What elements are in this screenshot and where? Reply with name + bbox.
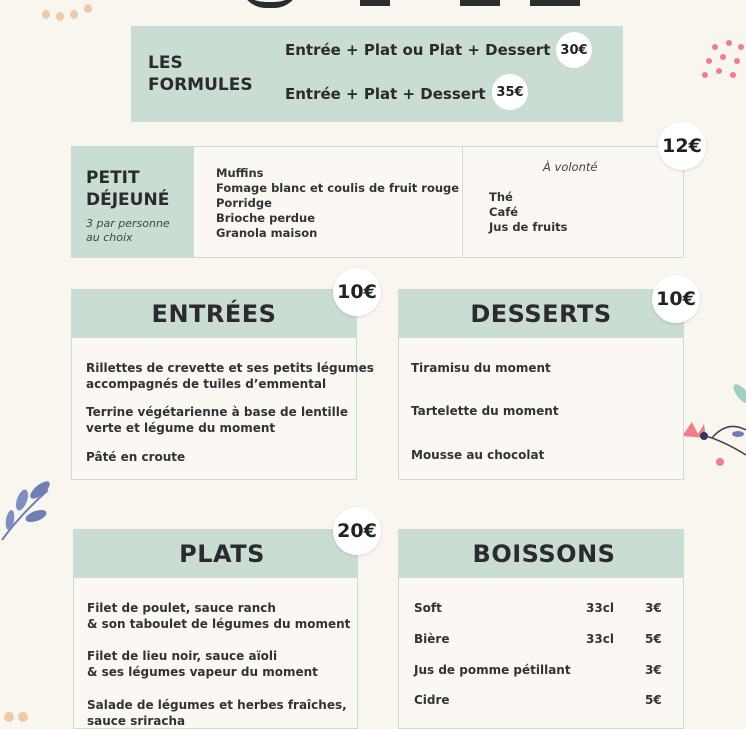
formule-option: Entrée + Plat ou Plat + Dessert [285, 41, 551, 59]
petit-dejeune-note: 3 par personne au choix [86, 217, 170, 244]
entrees-title: ENTRÉES [151, 300, 277, 328]
petit-dejeune-divider [462, 147, 463, 257]
plats-title: PLATS [179, 540, 265, 568]
drink-price: 5€ [645, 693, 662, 707]
drink-volume: 33cl [586, 601, 614, 615]
list-item: Jus de fruits [489, 220, 568, 234]
entree-item: Terrine végétarienne à base de lentille verte et légume du moment [86, 405, 348, 435]
petit-dejeune-drinks-list [489, 190, 568, 235]
plat-item: Filet de poulet, sauce ranch & son taboulet de légumes du moment [87, 601, 351, 631]
formule-price-badge: 30€ [556, 32, 592, 68]
plats-price-badge: 20€ [333, 507, 381, 555]
plat-item: Salade de légumes et herbes fraîches, sauce sriracha [87, 698, 347, 728]
drink-price: 3€ [645, 601, 662, 615]
formule-price-badge: 35€ [492, 74, 528, 110]
drink-price: 3€ [645, 663, 662, 677]
formules-title: LES FORMULES [148, 53, 253, 95]
top-decoration [230, 0, 590, 6]
dessert-item: Tartelette du moment [411, 404, 559, 418]
formule-option: Entrée + Plat + Dessert [285, 85, 486, 103]
drink-name: Jus de pomme pétillant [414, 663, 571, 677]
boissons-title: BOISSONS [472, 540, 616, 568]
drink-price: 5€ [645, 632, 662, 646]
petit-dejeune-price-badge: 12€ [658, 122, 706, 170]
list-item: Thé [489, 190, 513, 204]
drinks-note: À volonté [543, 160, 598, 174]
desserts-title: DESSERTS [470, 300, 612, 328]
petit-dejeune-title: PETIT DÉJEUNÉ [86, 168, 170, 210]
drink-volume: 33cl [586, 632, 614, 646]
dessert-item: Mousse au chocolat [411, 448, 545, 462]
list-item: Brioche perdue [216, 211, 316, 225]
entrees-price-badge: 10€ [333, 268, 381, 316]
drink-name: Cidre [414, 693, 450, 707]
entree-item: Rillettes de crevette et ses petits légumes accompagnés de tuiles d’emmental [86, 361, 374, 391]
entree-item: Pâté en croute [86, 450, 186, 464]
desserts-price-badge: 10€ [652, 275, 700, 323]
drink-name: Bière [414, 632, 450, 646]
leaf-branch-icon [0, 470, 60, 550]
dessert-item: Tiramisu du moment [411, 361, 551, 375]
list-item: Café [489, 205, 519, 219]
list-item: Muffins [216, 166, 264, 180]
plat-item: Filet de lieu noir, sauce aïoli & ses légumes vapeur du moment [87, 649, 318, 679]
list-item: Porridge [216, 196, 272, 210]
petit-dejeune-food-list [216, 166, 459, 241]
list-item: Fomage blanc et coulis de fruit rouge [216, 181, 460, 195]
list-item: Granola maison [216, 226, 318, 240]
drink-name: Soft [414, 601, 442, 615]
